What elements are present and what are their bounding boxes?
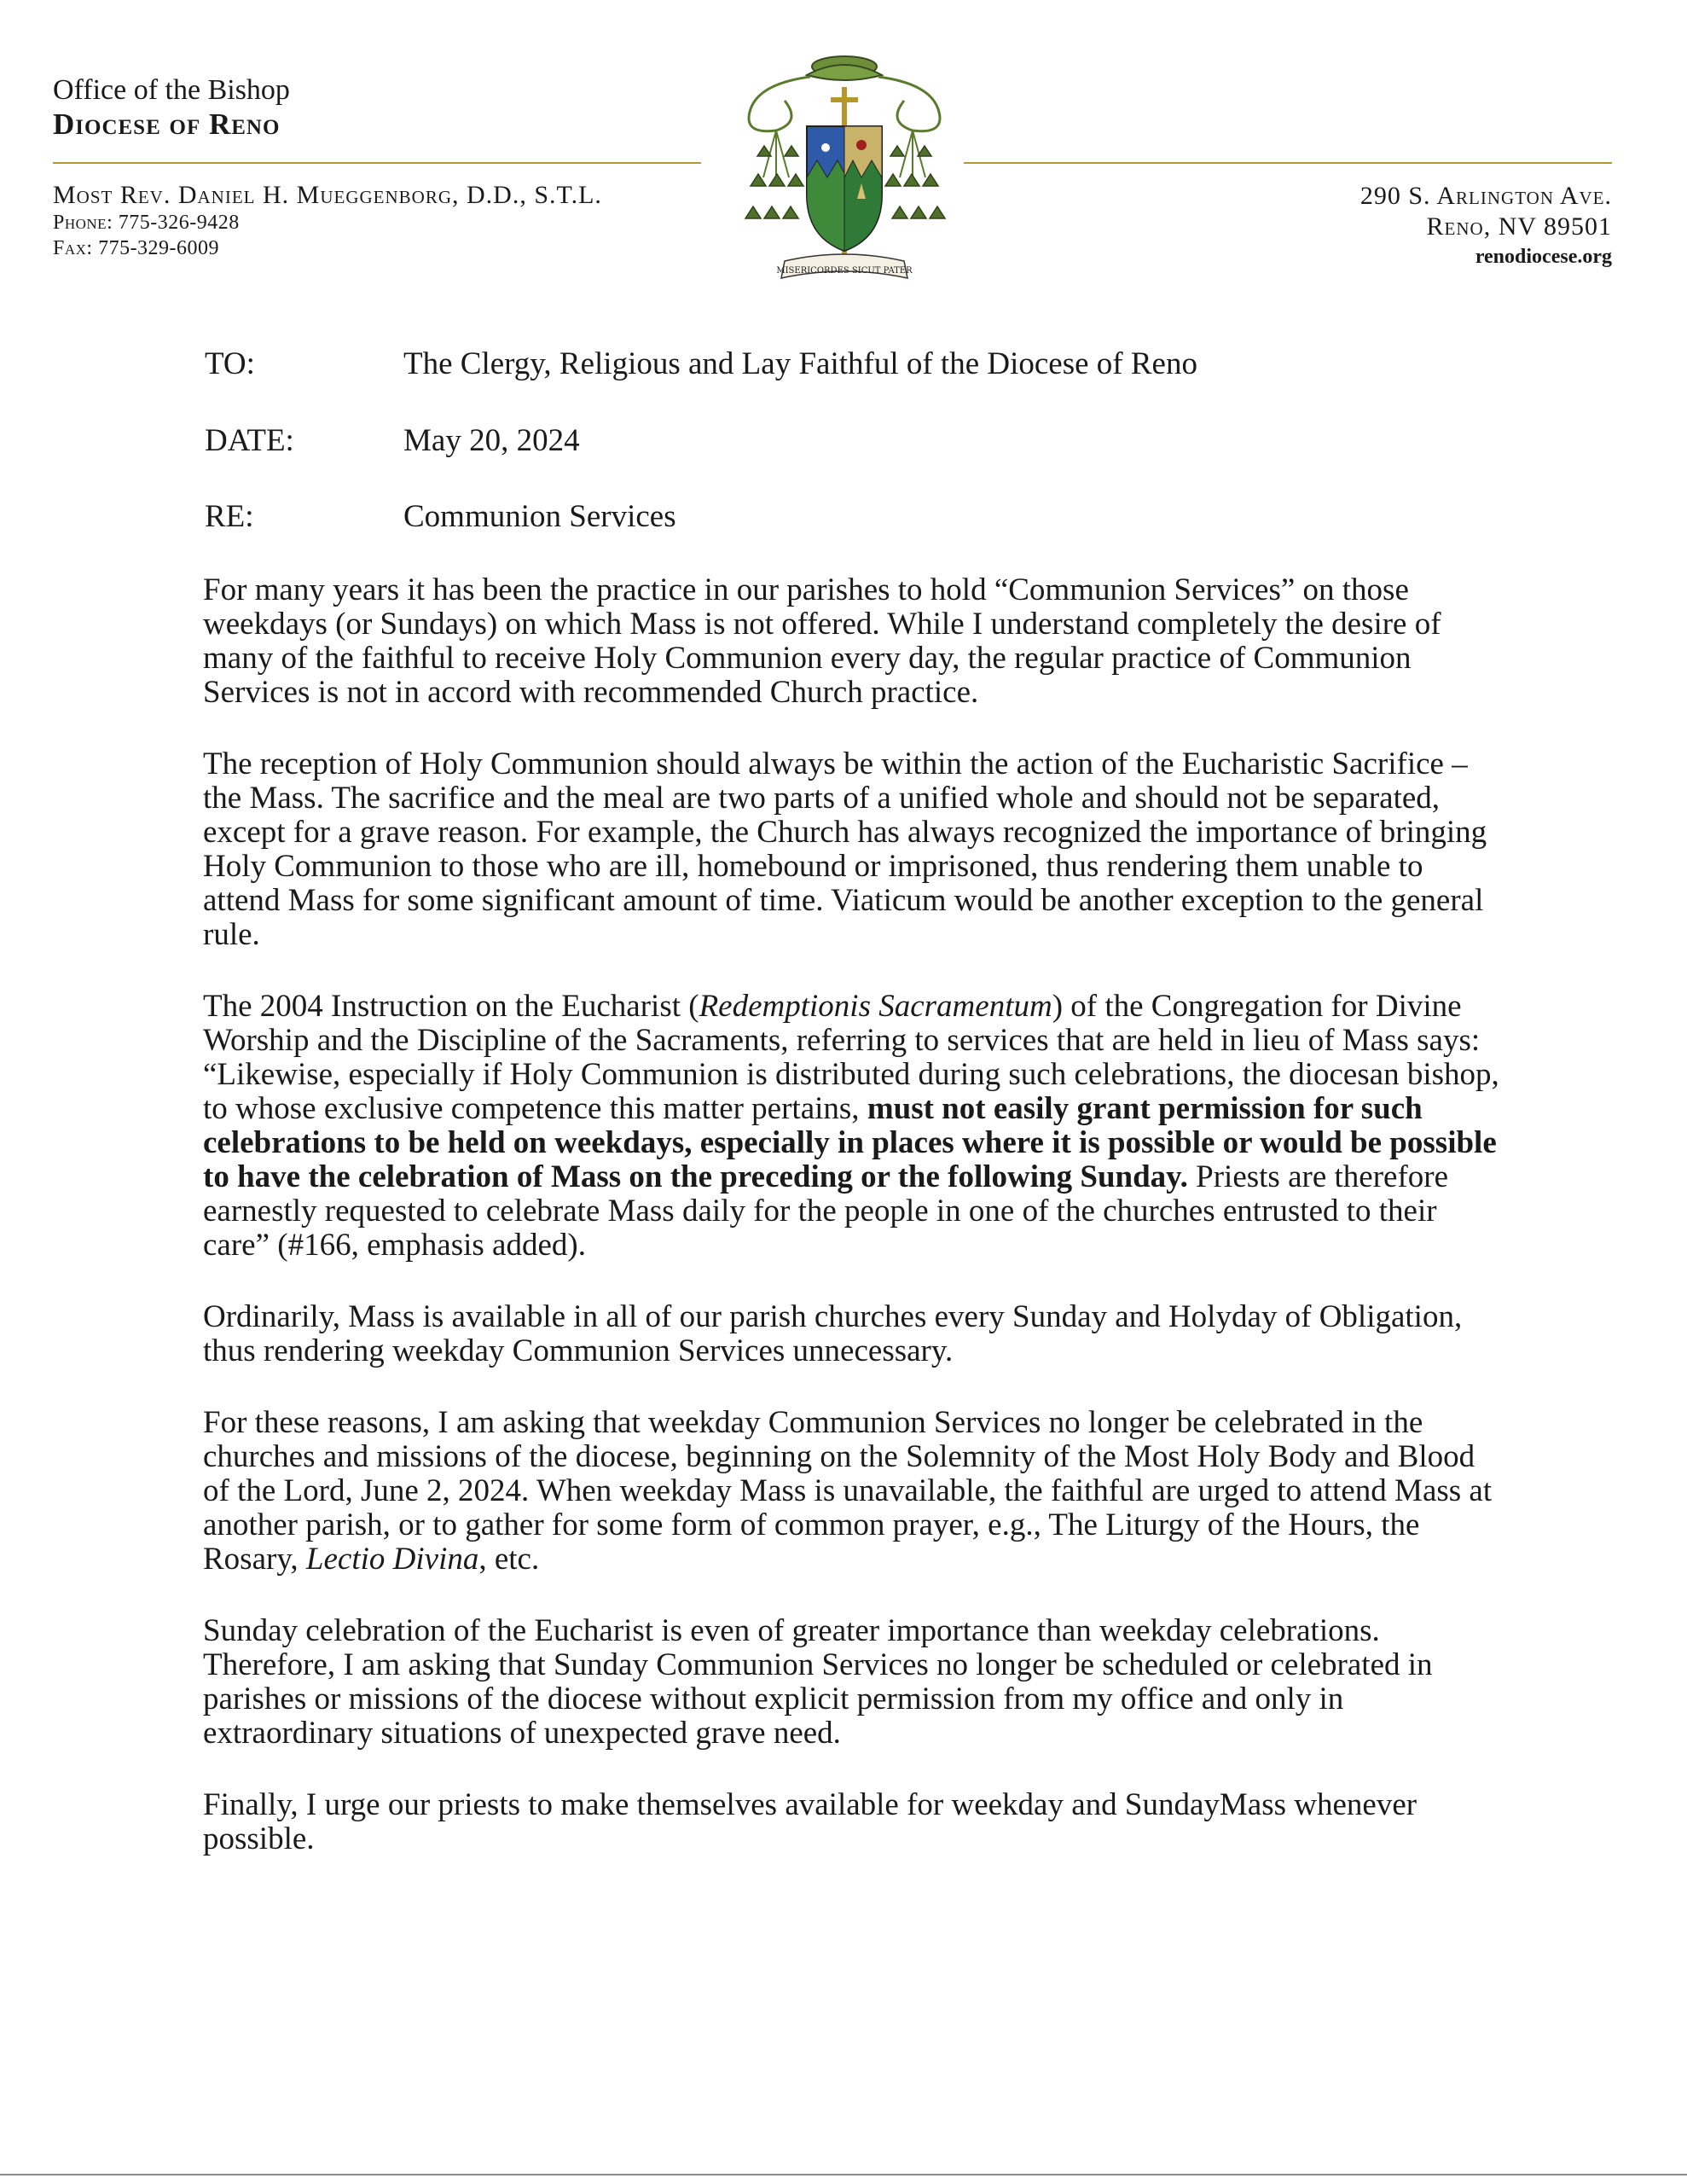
re-label: RE: — [205, 499, 254, 534]
lectio-divina: Lectio Divina — [305, 1542, 479, 1577]
paragraph-6: Sunday celebration of the Eucharist is even of greater importance than weekday celebrations. Therefore, I am asking that Sunday Communion Services no longer be scheduled or celebrated in parishes or missions of the diocese without explicit permission from my office and only in extraordinary situations of unexpected grave need. — [203, 1613, 1433, 1751]
letterhead-office-block — [53, 73, 701, 142]
coat-of-arms-icon — [725, 49, 964, 305]
document-title: Redemptionis Sacramentum — [699, 989, 1052, 1024]
paragraph-3-part-c: Priests are therefore earnestly requested to celebrate Mass daily for the people in one of the churches entrusted to their care” (#166, emphasis added). — [203, 1159, 1449, 1263]
paragraph-5 — [203, 1406, 1499, 1577]
letter-body — [203, 573, 1499, 1894]
address-city: Reno, NV 89501 — [1426, 212, 1612, 241]
office-title: Office of the Bishop — [53, 74, 290, 106]
date-value: May 20, 2024 — [403, 423, 580, 458]
website: renodiocese.org — [1475, 246, 1612, 268]
paragraph-1: For many years it has been the practice in our parishes to hold “Communion Services” on those weekdays (or Sundays) on which Mass is not offered. While I understand completely the desire of many of the faithful to receive Holy Communion every day, the regular practice of Communion Services is not in accord with recommended Church practice. — [203, 572, 1441, 710]
diocese-name: Diocese of Reno — [53, 107, 281, 141]
letterhead-address-block — [1360, 181, 1612, 271]
re-value: Communion Services — [403, 499, 676, 534]
emphasized-quote: must not easily grant permission for such celebrations to be held on weekdays, especially in places where it is possible or would be possible to have the celebration of Mass on the preceding or the following Sunday. — [203, 1091, 1497, 1194]
paragraph-3-part-b: ) of the Congregation for Divine Worship and the Discipline of the Sacraments, referring to services that are held in lieu of Mass says: “Likewise, especially if Holy Communion is distributed during such celebrations, the diocesan bishop, to whose exclusive competence this matter pertains, — [203, 989, 1499, 1126]
bishop-name: Most Rev. Daniel H. Mueggenborg, D.D., S.T.L. — [53, 181, 602, 209]
paragraph-5-part-a: For these reasons, I am asking that weekday Communion Services no longer be celebrated in the churches and missions of the diocese, beginning on the Solemnity of the Most Holy Body and Blood of the Lord, June 2, 2024. When weekday Mass is unavailable, the faithful are urged to attend Mass at another parish, or to gather for some form of common prayer, e.g., The Liturgy of the Hours, the Rosary, — [203, 1405, 1493, 1577]
paragraph-3 — [203, 990, 1499, 1263]
phone-number: Phone: 775-326-9428 — [53, 212, 240, 234]
motto-text: MISERICORDES SICUT PATER — [776, 266, 913, 276]
paragraph-2: The reception of Holy Communion should always be within the action of the Eucharistic Sacrifice – the Mass. The sacrifice and the meal are two parts of a unified whole and should not be separated, except for a grave reason. For example, the Church has always recognized the importance of bringing Holy Communion to those who are ill, homebound or imprisoned, thus rendering them unable to attend Mass for some significant amount of time. Viaticum would be another exception to the general rule. — [203, 746, 1487, 952]
to-label: TO: — [205, 346, 255, 381]
fax-number: Fax: 775-329-6009 — [53, 237, 220, 259]
paragraph-3-part-a: The 2004 Instruction on the Eucharist ( — [203, 989, 699, 1024]
footer-rule — [0, 2174, 1687, 2175]
date-label: DATE: — [205, 423, 294, 458]
paragraph-4: Ordinarily, Mass is available in all of our parish churches every Sunday and Holyday of Obligation, thus rendering weekday Communion Services unnecessary. — [203, 1299, 1463, 1368]
to-value: The Clergy, Religious and Lay Faithful of the Diocese of Reno — [403, 346, 1197, 381]
address-street: 290 S. Arlington Ave. — [1359, 182, 1612, 210]
paragraph-5-part-b: , etc. — [478, 1542, 540, 1577]
letterhead-rule-left — [53, 162, 701, 164]
paragraph-7: Finally, I urge our priests to make themselves available for weekday and SundayMass whenever possible. — [203, 1787, 1417, 1856]
letterhead-rule-right — [964, 162, 1612, 164]
